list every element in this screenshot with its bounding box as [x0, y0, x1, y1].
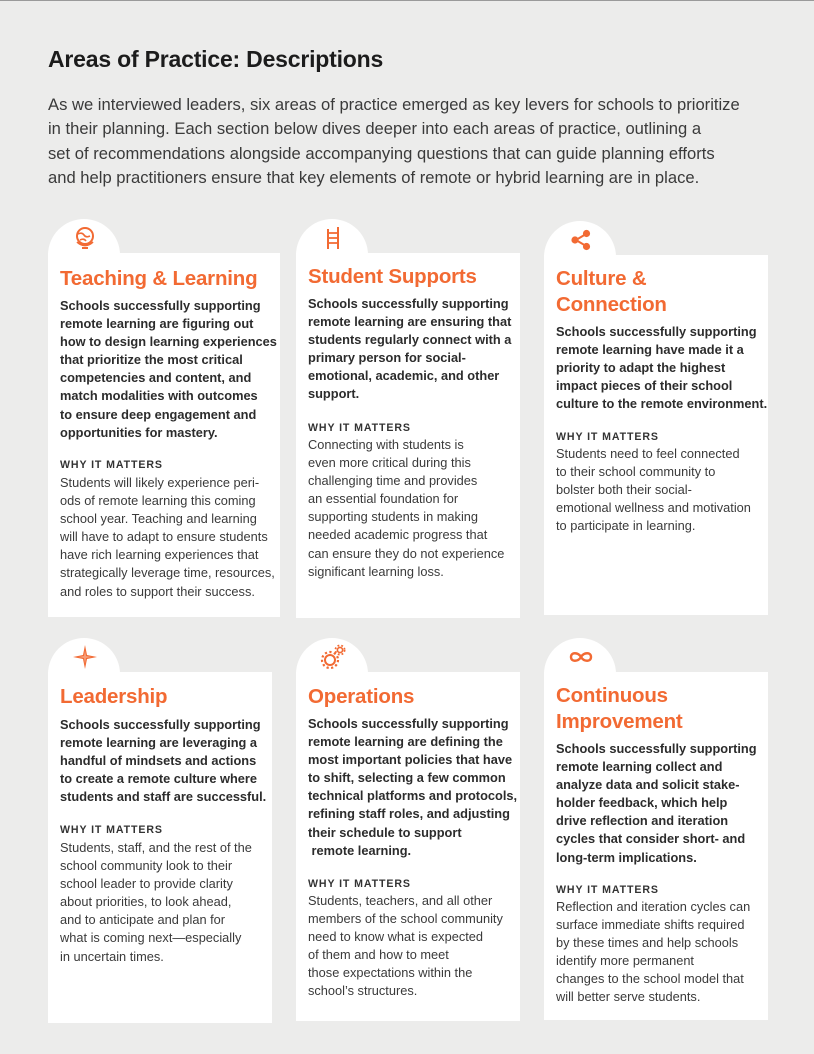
intro-line: As we interviewed leaders, six areas of practice emerged as key levers for schools to prioritize	[48, 95, 740, 114]
summary-line: long-term implications.	[556, 849, 697, 865]
detail-line: need to know what is expected	[308, 929, 484, 945]
summary-line: Schools successfully supporting	[308, 296, 509, 311]
card-summary	[308, 295, 522, 404]
summary-line: competencies and content, and	[60, 370, 252, 386]
detail-line: in uncertain times.	[60, 948, 164, 964]
infinity-icon	[565, 644, 597, 670]
summary-line: Schools successfully supporting	[308, 716, 509, 731]
summary-line: refining staff roles, and adjusting	[308, 806, 510, 822]
card-title	[556, 683, 683, 735]
detail-line: to participate in learning.	[556, 518, 696, 534]
summary-line: holder feedback, which help	[556, 795, 728, 811]
share-nodes-icon	[568, 227, 594, 253]
summary-line: remote learning are ensuring that	[308, 314, 512, 330]
detail-line: and roles to support their success.	[60, 583, 255, 599]
summary-line: remote learning have made it a	[556, 342, 744, 358]
card-title	[60, 266, 257, 292]
ladder-icon	[320, 225, 346, 251]
gears-icon	[320, 644, 346, 670]
detail-line: by these times and help schools	[556, 935, 739, 951]
card-title-line: Improvement	[556, 710, 683, 733]
card-detail	[308, 436, 522, 581]
page-title: Areas of Practice: Descriptions	[48, 46, 384, 72]
detail-line: an essential foundation for	[308, 491, 459, 507]
card-operations	[296, 638, 520, 1021]
summary-line: how to design learning experiences	[60, 334, 277, 350]
summary-line: support.	[308, 386, 360, 402]
summary-line: most important policies that have	[308, 752, 513, 768]
card-title	[308, 264, 477, 290]
why-it-matters-label: WHY IT MATTERS	[556, 884, 659, 896]
detail-line: changes to the school model that	[556, 971, 744, 987]
summary-line: to ensure deep engagement and	[60, 406, 257, 422]
detail-line: what is coming next—especially	[60, 930, 242, 946]
card-summary	[556, 323, 770, 413]
detail-line: will have to adapt to ensure students	[60, 529, 268, 545]
summary-line: remote learning collect and	[556, 759, 723, 775]
why-it-matters-label: WHY IT MATTERS	[60, 824, 163, 836]
summary-line: their schedule to support	[308, 824, 462, 840]
summary-line: remote learning are defining the	[308, 734, 503, 750]
summary-line: Schools successfully supporting	[556, 741, 757, 756]
card-title-line: Continuous	[556, 684, 668, 707]
detail-line: to their school community to	[556, 464, 716, 480]
summary-line: drive reflection and iteration	[556, 813, 729, 829]
intro-paragraph	[48, 93, 778, 191]
summary-line: remote learning are leveraging a	[60, 735, 258, 751]
summary-line: students and staff are successful.	[60, 789, 267, 805]
card-title-line: Teaching & Learning	[60, 267, 258, 290]
detail-line: challenging time and provides	[308, 473, 478, 489]
why-it-matters-label: WHY IT MATTERS	[556, 431, 659, 443]
detail-line: supporting students in making	[308, 509, 479, 525]
detail-line: will better serve students.	[556, 989, 701, 1005]
card-leadership	[48, 638, 272, 1023]
card-title-line: Operations	[308, 685, 415, 708]
detail-line: identify more permanent	[556, 953, 694, 969]
card-title	[308, 684, 414, 710]
detail-line: school’s structures.	[308, 983, 418, 999]
detail-line: Connecting with students is	[308, 437, 464, 452]
detail-line: needed academic progress that	[308, 527, 488, 543]
detail-line: about priorities, to look ahead,	[60, 894, 232, 910]
card-summary	[308, 715, 522, 860]
summary-line: Schools successfully supporting	[60, 298, 261, 313]
detail-line: ods of remote learning this coming	[60, 493, 256, 509]
card-detail	[60, 474, 274, 601]
summary-line: remote learning are figuring out	[60, 316, 254, 332]
card-continuous-improvement	[544, 638, 768, 1020]
intro-line: set of recommendations alongside accompanying questions that can guide planning efforts	[48, 143, 715, 163]
card-culture-connection	[544, 221, 768, 615]
card-title-line: Connection	[556, 293, 667, 316]
detail-line: significant learning loss.	[308, 563, 444, 579]
summary-line: match modalities with outcomes	[60, 388, 258, 404]
card-summary	[60, 297, 277, 442]
summary-line: emotional, academic, and other	[308, 368, 500, 384]
detail-line: members of the school community	[308, 911, 503, 927]
card-summary	[60, 716, 274, 806]
detail-line: of them and how to meet	[308, 947, 449, 963]
detail-line: even more critical during this	[308, 455, 471, 471]
summary-line: cycles that consider short- and	[556, 831, 746, 847]
summary-line: culture to the remote environment.	[556, 396, 768, 412]
detail-line: bolster both their social-	[556, 482, 692, 498]
intro-line: and help practitioners ensure that key elements of remote or hybrid learning are in place.	[48, 168, 700, 188]
why-it-matters-label: WHY IT MATTERS	[308, 878, 411, 890]
why-it-matters-label: WHY IT MATTERS	[308, 422, 411, 434]
summary-line: students regularly connect with a	[308, 332, 512, 348]
summary-line: priority to adapt the highest	[556, 360, 726, 376]
detail-line: strategically leverage time, resources,	[60, 565, 275, 581]
card-student-supports	[296, 219, 520, 618]
detail-line: those expectations within the	[308, 965, 473, 981]
card-detail	[556, 445, 770, 535]
card-detail	[556, 898, 770, 1007]
card-title	[556, 266, 667, 318]
top-rule	[0, 0, 814, 1]
card-teaching-learning	[48, 219, 280, 617]
detail-line: school year. Teaching and learning	[60, 511, 257, 527]
detail-line: Students will likely experience peri-	[60, 475, 260, 490]
detail-line: surface immediate shifts required	[556, 917, 745, 933]
card-title-line: Culture &	[556, 267, 647, 290]
card-detail	[308, 892, 522, 1001]
detail-line: and to anticipate and plan for	[60, 912, 226, 928]
detail-line: Reflection and iteration cycles can	[556, 899, 751, 914]
detail-line: school leader to provide clarity	[60, 876, 233, 892]
detail-line: emotional wellness and motivation	[556, 500, 751, 516]
summary-line: remote learning.	[308, 842, 412, 858]
summary-line: to create a remote culture where	[60, 771, 258, 787]
card-detail	[60, 839, 274, 966]
summary-line: Schools successfully supporting	[60, 717, 261, 732]
card-title-line: Leadership	[60, 685, 168, 708]
compass-star-icon	[72, 644, 98, 670]
card-title	[60, 684, 167, 710]
detail-line: Students, staff, and the rest of the	[60, 840, 252, 855]
detail-line: Students, teachers, and all other	[308, 893, 493, 908]
why-it-matters-label: WHY IT MATTERS	[60, 459, 163, 471]
card-summary	[556, 740, 770, 867]
card-title-line: Student Supports	[308, 265, 477, 288]
summary-line: handful of mindsets and actions	[60, 753, 257, 769]
detail-line: have rich learning experiences that	[60, 547, 259, 563]
summary-line: primary person for social-	[308, 350, 466, 366]
summary-line: analyze data and solicit stake-	[556, 777, 740, 793]
summary-line: to shift, selecting a few common	[308, 770, 506, 786]
detail-line: school community look to their	[60, 858, 233, 874]
intro-line: in their planning. Each section below dives deeper into each areas of practice, outlining a	[48, 119, 702, 139]
detail-line: Students need to feel connected	[556, 446, 740, 461]
summary-line: opportunities for mastery.	[60, 424, 218, 440]
summary-line: impact pieces of their school	[556, 378, 733, 394]
summary-line: Schools successfully supporting	[556, 324, 757, 339]
summary-line: that prioritize the most critical	[60, 352, 243, 368]
summary-line: technical platforms and protocols,	[308, 788, 518, 804]
globe-icon	[72, 225, 98, 251]
detail-line: can ensure they do not experience	[308, 545, 505, 561]
